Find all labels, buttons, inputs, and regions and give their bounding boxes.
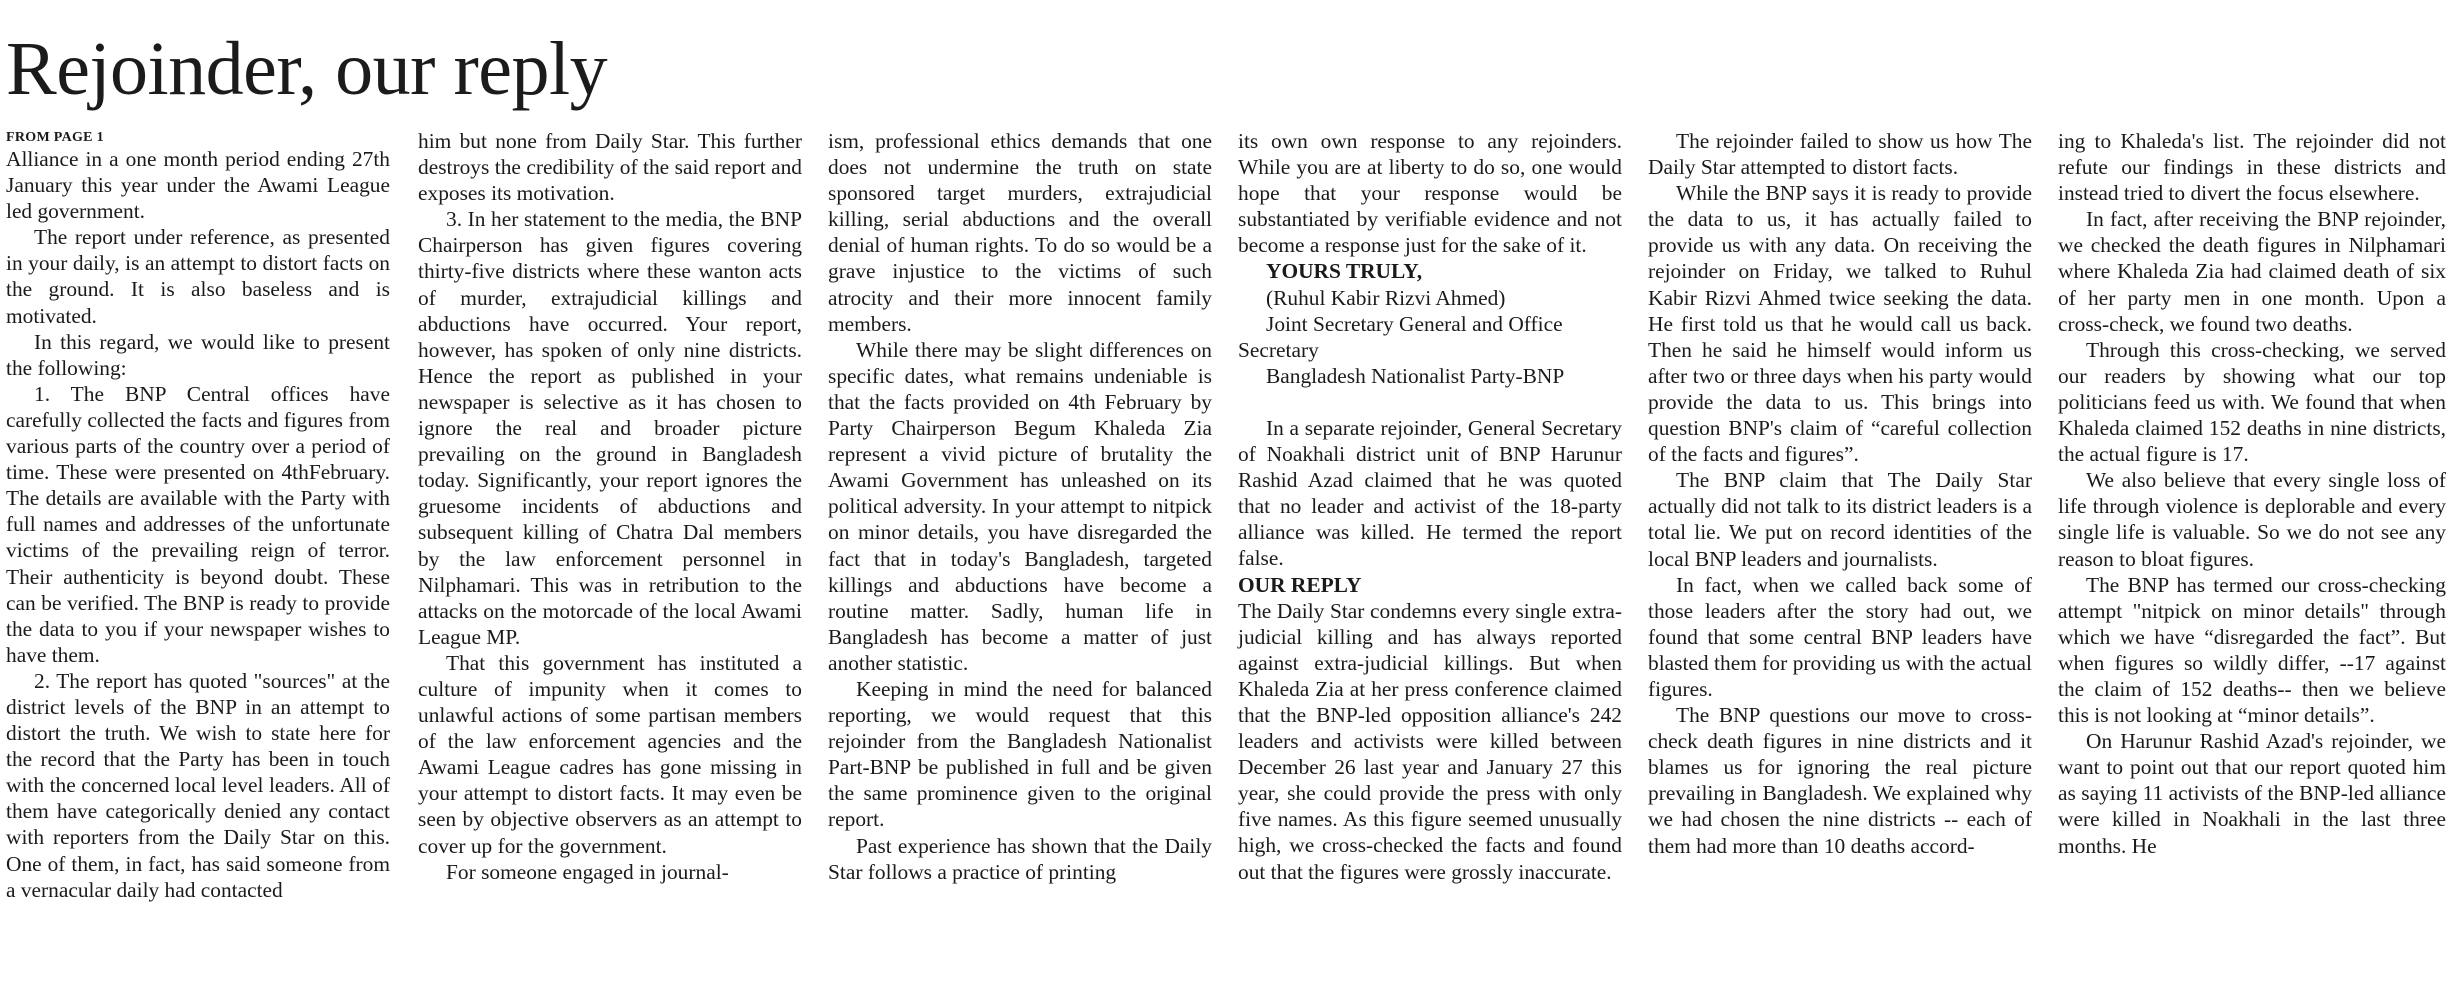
paragraph: While there may be slight differences on specific dates, what remains undeniable is that the facts provided on 4th February by Party Chairperson Begum Khaleda Zia represent a vivid picture of brutality the Awami Government has unleashed on its political adversity. In your attempt to nitpick on minor details, you have disregarded the fact that in today's Bangladesh, targeted killings and abductions have become a routine matter. Sadly, human life in Bangladesh has become a matter of just another statistic.: [828, 337, 1212, 675]
paragraph: For someone engaged in journal-: [446, 859, 729, 884]
paragraph: We also believe that every single loss of life through violence is deplorable and every single life is valuable. So we do not see any reason to bloat figures.: [2058, 468, 2446, 571]
spacer: [1238, 389, 1622, 415]
paragraph: That this government has instituted a culture of impunity when it comes to unlawful actions of some partisan members of the law enforcement agencies and the Awami League cadres has gone missing in your attempt to distort facts. It may even be seen by objective observers as an attempt to cover up for the government.: [418, 650, 802, 858]
paragraph: In fact, when we called back some of those leaders after the story had out, we found that some central BNP leaders have blasted them for providing us with the actual figures.: [1648, 572, 2032, 701]
column-4: [1238, 128, 1622, 885]
column-5: [1648, 128, 2032, 859]
paragraph: 3. In her statement to the media, the BNP Chairperson has given figures covering thirty-five districts where these wanton acts of murder, extrajudicial killings and abductions have occurred. Your report, however, has spoken of only nine districts. Hence the report as published in your newspaper is selective as it has chosen to ignore the real and broader picture prevailing on the ground in Bangladesh today. Significantly, your report ignores the gruesome incidents of abductions and subsequent killing of Chatra Dal members by the law enforcement personnel in Nilphamari. This was in retribution to the attacks on the motorcade of the local Awami League MP.: [418, 207, 802, 649]
paragraph: On Harunur Rashid Azad's rejoinder, we want to point out that our report quoted him as saying 11 activists of the BNP-led alliance were killed in Noakhali in the last three months. He: [2058, 729, 2446, 858]
column-6: [2058, 128, 2446, 859]
signer-title: Joint Secretary General and Office Secretary: [1238, 311, 1563, 362]
paragraph: The BNP questions our move to cross-check death figures in nine districts and it blames us for ignoring the real picture prevailing in Bangladesh. We explained why we had chosen the nine districts -- each of them had more than 10 deaths accord-: [1648, 703, 2032, 858]
paragraph: Keeping in mind the need for balanced reporting, we would request that this rejoinder from the Bangladesh Nationalist Part-BNP be published in full and be given the same prominence given to the original report.: [828, 676, 1212, 832]
paragraph: While the BNP says it is ready to provide the data to us, it has actually failed to provide us with any data. On receiving the rejoinder on Friday, we talked to Ruhul Kabir Rizvi Ahmed twice seeking the data. He first told us that he would call us back. Then he said he himself would inform us after two or three days when his party would provide the data to us. This brings into question BNP's claim of “careful collection of the facts and figures”.: [1648, 181, 2032, 467]
signoff: YOURS TRULY,: [1266, 259, 1423, 284]
paragraph: The report under reference, as presented in your daily, is an attempt to distort facts on the ground. It is also baseless and is motivated.: [6, 225, 390, 328]
paragraph: The BNP claim that The Daily Star actually did not talk to its district leaders is a total lie. We put on record identities of the local BNP leaders and journalists.: [1648, 468, 2032, 571]
column-2: [418, 128, 802, 885]
paragraph: The Daily Star condemns every single extra-judicial killing and has always reported against extra-judicial killings. But when Khaleda Zia at her press conference claimed that the BNP-led opposition alliance's 242 leaders and activists were killed between December 26 last year and January 27 this year, she could provide the press with only five names. As this figure seemed unusually high, we cross-checked the facts and found out that the figures were grossly inaccurate.: [1238, 598, 1622, 884]
paragraph: The BNP has termed our cross-checking attempt "nitpick on minor details" through which we have “disregarded the fact”. But when figures so wildly differ, --17 against the claim of 152 deaths-- then we believe this is not looking at “minor details”.: [2058, 572, 2446, 728]
paragraph: 2. The report has quoted "sources" at the district levels of the BNP in an attempt to distort the truth. We wish to state here for the record that the Party has been in touch with the concerned local level leaders. All of them have categorically denied any contact with reporters from the Daily Star on this. One of them, in fact, has said someone from a vernacular daily had contacted: [6, 668, 390, 902]
signer-name: (Ruhul Kabir Rizvi Ahmed): [1266, 285, 1506, 310]
paragraph: In fact, after receiving the BNP rejoinder, we checked the death figures in Nilphamari where Khaleda Zia had claimed death of six of her party men in one month. Upon a cross-check, we found two deaths.: [2058, 207, 2446, 336]
signer-org: Bangladesh Nationalist Party-BNP: [1266, 363, 1565, 388]
paragraph: In a separate rejoinder, General Secretary of Noakhali district unit of BNP Harunur Rashid Azad claimed that he was quoted that no leader and activist of the 18-party alliance was killed. He termed the report false.: [1238, 415, 1622, 571]
kicker: FROM PAGE 1: [6, 130, 104, 145]
paragraph: ing to Khaleda's list. The rejoinder did not refute our findings in these districts and instead tried to divert the focus elsewhere.: [2058, 129, 2446, 206]
column-3: [828, 128, 1212, 885]
our-reply-heading: OUR REPLY: [1238, 572, 1362, 597]
paragraph: In this regard, we would like to present the following:: [6, 329, 390, 380]
paragraph: 1. The BNP Central offices have carefully collected the facts and figures from various parts of the country over a period of time. These were presented on 4thFebruary. The details are available with the Party with full names and addresses of the unfortunate victims of the prevailing reign of terror. Their authenticity is beyond doubt. These can be verified. The BNP is ready to provide the data to you if your newspaper wishes to have them.: [6, 381, 390, 667]
paragraph: ism, professional ethics demands that one does not undermine the truth on state sponsored target murders, extrajudicial killing, serial abductions and the overall denial of human rights. To do so would be a grave injustice to the victims of such atrocity and their more innocent family members.: [828, 129, 1212, 336]
paragraph: Through this cross-checking, we served our readers by showing what our top politicians feed us with. We found that when Khaleda claimed 152 deaths in nine districts, the actual figure is 17.: [2058, 337, 2446, 467]
paragraph: Past experience has shown that the Daily Star follows a practice of printing: [828, 833, 1212, 884]
paragraph: him but none from Daily Star. This further destroys the credibility of the said report and exposes its motivation.: [418, 129, 802, 206]
paragraph: The rejoinder failed to show us how The Daily Star attempted to distort facts.: [1648, 129, 2032, 180]
column-1: [6, 130, 390, 903]
paragraph: its own own response to any rejoinders. While you are at liberty to do so, one would hope that your response would be substantiated by verifiable evidence and not become a response just for the sake of it.: [1238, 129, 1622, 258]
paragraph: Alliance in a one month period ending 27th January this year under the Awami League led government.: [6, 147, 390, 224]
headline: Rejoinder, our reply: [6, 27, 608, 111]
